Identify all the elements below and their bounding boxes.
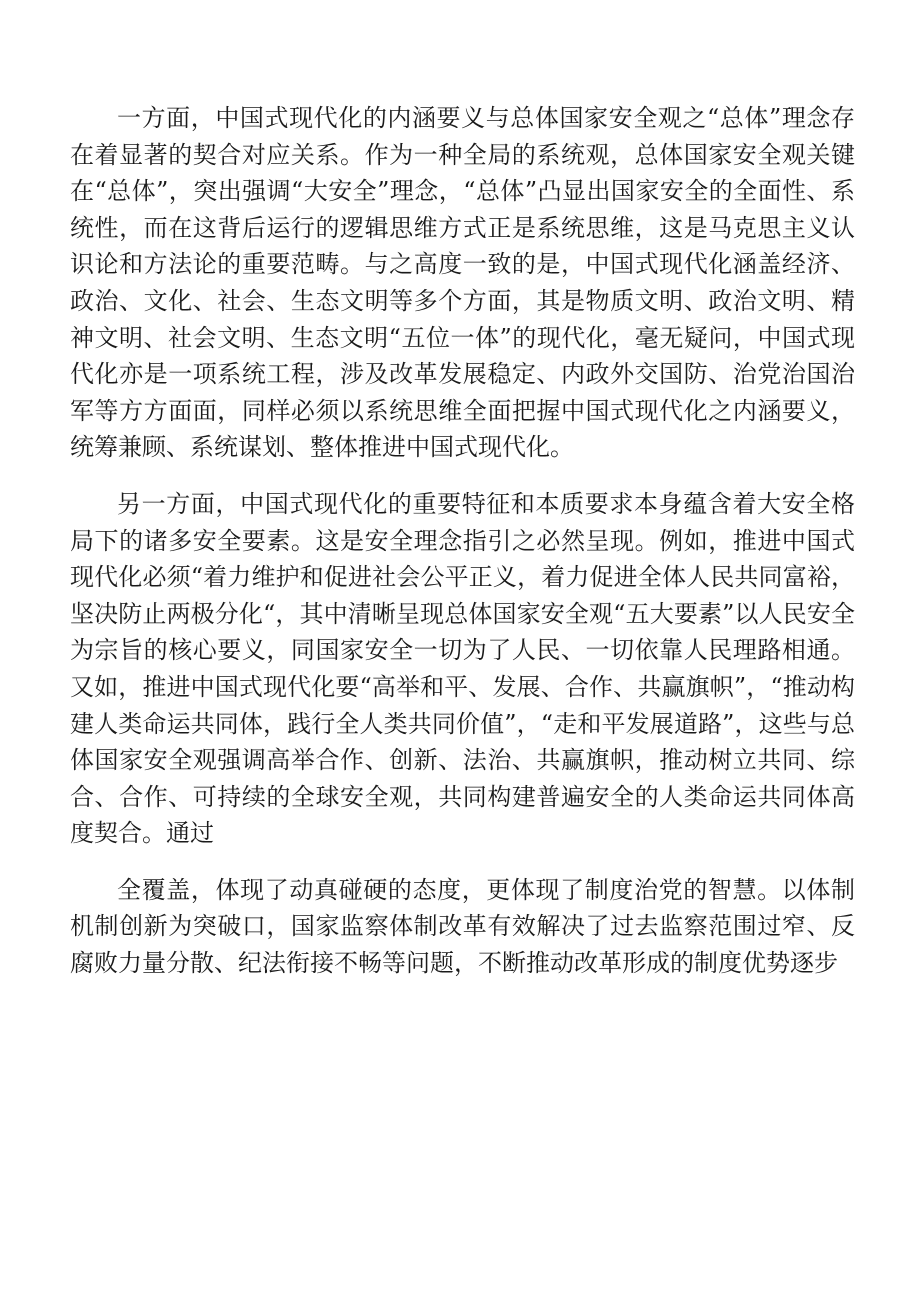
paragraph-2: 另一方面，中国式现代化的重要特征和本质要求本身蕴含着大安全格局下的诸多安全要素。这是安全理念指引之必然呈现。例如，推进中国式现代化必须“着力维护和促进社会公平正义，着力促进全体人民共同富裕，坚决防止两极分化“，其中清晰呈现总体国家安全观“五大要素”以人民安全为宗旨的核心要义，同国家安全一切为了人民、一切依靠人民理路相通。又如，推进中国式现代化要“高举和平、发展、合作、共赢旗帜”，“推动构建人类命运共同体，践行全人类共同价值”，“走和平发展道路”，这些与总体国家安全观强调高举合作、创新、法治、共赢旗帜，推动树立共同、综合、合作、可持续的全球安全观，共同构建普遍安全的人类命运共同体高度契合。通过 [70, 489, 855, 848]
paragraph-3: 全覆盖，体现了动真碰硬的态度，更体现了制度治党的智慧。以体制机制创新为突破口，国家监察体制改革有效解决了过去监察范围过窄、反腐败力量分散、纪法衔接不畅等问题，不断推动改革形成的制度优势逐步 [70, 875, 855, 978]
paragraph-1: 一方面，中国式现代化的内涵要义与总体国家安全观之“总体”理念存在着显著的契合对应关系。作为一种全局的系统观，总体国家安全观关键在“总体”，突出强调“大安全”理念，“总体”凸显出国家安全的全面性、系统性，而在这背后运行的逻辑思维方式正是系统思维，这是马克思主义认识论和方法论的重要范畴。与之高度一致的是，中国式现代化涵盖经济、政治、文化、社会、生态文明等多个方面，其是物质文明、政治文明、精神文明、社会文明、生态文明“五位一体”的现代化，毫无疑问，中国式现代化亦是一项系统工程，涉及改革发展稳定、内政外交国防、治党治国治军等方方面面，同样必须以系统思维全面把握中国式现代化之内涵要义，统筹兼顾、系统谋划、整体推进中国式现代化。 [70, 104, 855, 462]
document-body [70, 100, 855, 982]
